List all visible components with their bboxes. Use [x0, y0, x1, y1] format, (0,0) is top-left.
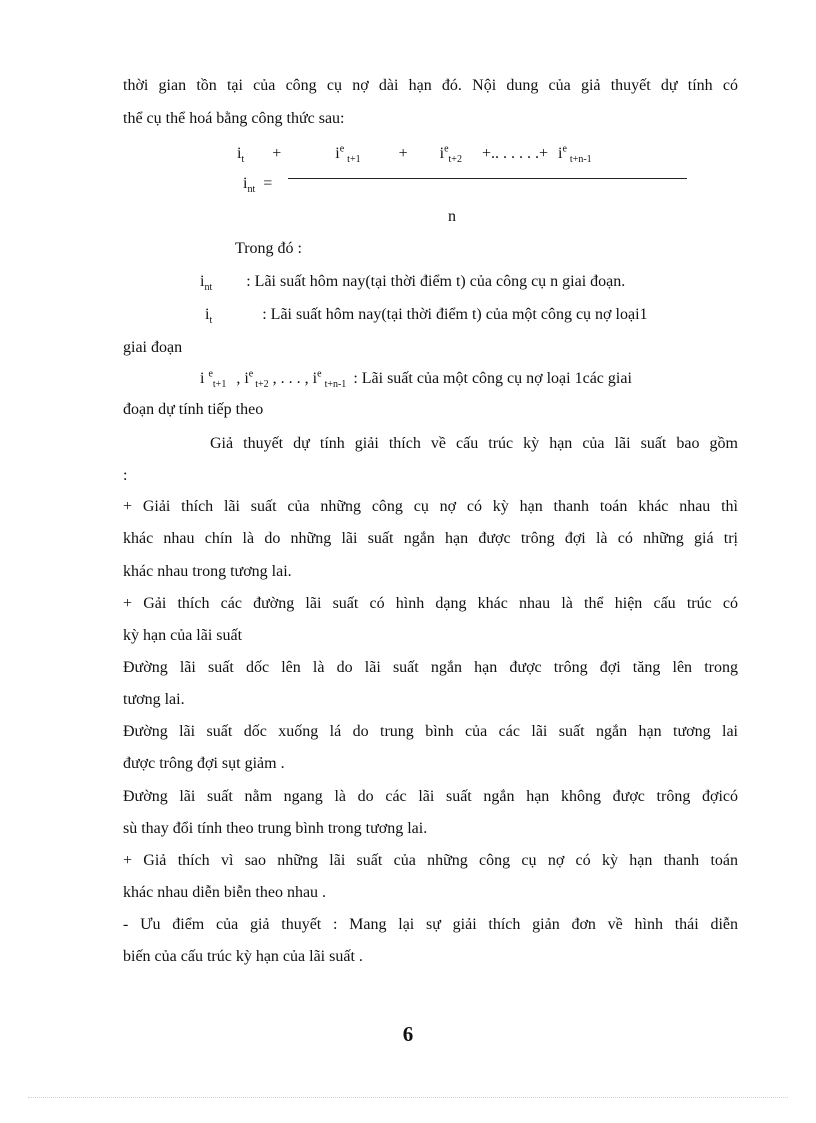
text-line: khác nhau chín là do những lãi suất ngắn hạn được trông đợi là có những giá trị [123, 530, 738, 547]
text-line: + Giả thích vì sao những lãi suất của những công cụ nợ có kỳ hạn thanh toán [123, 852, 738, 869]
text-line: khác nhau diễn biễn theo nhau . [123, 884, 327, 901]
text-line: biến của cấu trúc kỳ hạn của lãi suất . [123, 948, 363, 965]
text-line: : [123, 467, 128, 484]
page-number: 6 [402, 1022, 414, 1046]
formula-lhs: $i_{nt}$ = [243, 175, 273, 196]
formula-numerator: $i_t + i^e_{t+1} + i^e_{t+2}$ +.. . . . . .+ $i^e_{t+n-1}$ [237, 143, 592, 166]
text-line: được trông đợi sụt giảm . [123, 755, 285, 772]
footer-divider [28, 1097, 788, 1098]
text-line: đoạn dự tính tiếp theo [123, 401, 264, 418]
fraction-bar [288, 178, 687, 179]
text-line: - Ưu điểm của giả thuyết : Mang lại sự giải thích giản đơn về hình thái diễn [123, 916, 738, 933]
text-line: khác nhau trong tương lai. [123, 563, 292, 580]
text-line: + Giải thích lãi suất của những công cụ nợ có kỳ hạn thanh toán khác nhau thì [123, 498, 738, 515]
text-line: Đường lãi suất dốc lên là do lãi suất ngắn hạn được trông đợi tăng lên trong [123, 659, 738, 676]
text-line: kỳ hạn của lãi suất [123, 627, 243, 644]
text-line: Đường lãi suất nằm ngang là do các lãi suất ngắn hạn không được trông đợicó [123, 788, 738, 805]
formula-denominator: n [448, 208, 456, 225]
text-line: tương lai. [123, 691, 185, 708]
definition-it: $i_t$ : Lãi suất hôm nay(tại thời điểm t) của một công cụ nợ loại1 [205, 306, 648, 327]
text-line: sù thay đổi tính theo trung bình trong tương lai. [123, 820, 428, 837]
definition-int: $i_{nt}$ : Lãi suất hôm nay(tại thời điểm t) của công cụ n giai đoạn. [200, 273, 626, 294]
text-line: Đường lãi suất dốc xuống lá do trung bình của các lãi suất ngắn hạn tương lai [123, 723, 738, 740]
text-line: giai đoạn [123, 339, 183, 356]
text-line: Trong đó : [235, 240, 302, 257]
definition-ie: i $^e_{t+1}$ , $i^e_{t+2}$ , . . . , $i^e_{t+n-1}$ : Lãi suất của một công cụ nợ loại 1các giai [200, 368, 632, 391]
text-line: thể cụ thể hoá bằng công thức sau: [123, 110, 345, 127]
text-line: Giả thuyết dự tính giải thích về cấu trúc kỳ hạn của lãi suất bao gồm [210, 435, 738, 452]
text-line: + Gải thích các đường lãi suất có hình dạng khác nhau là thể hiện cấu trúc có [123, 595, 738, 612]
text-line: thời gian tồn tại của công cụ nợ dài hạn đó. Nội dung của giả thuyết dự tính có [123, 77, 738, 94]
